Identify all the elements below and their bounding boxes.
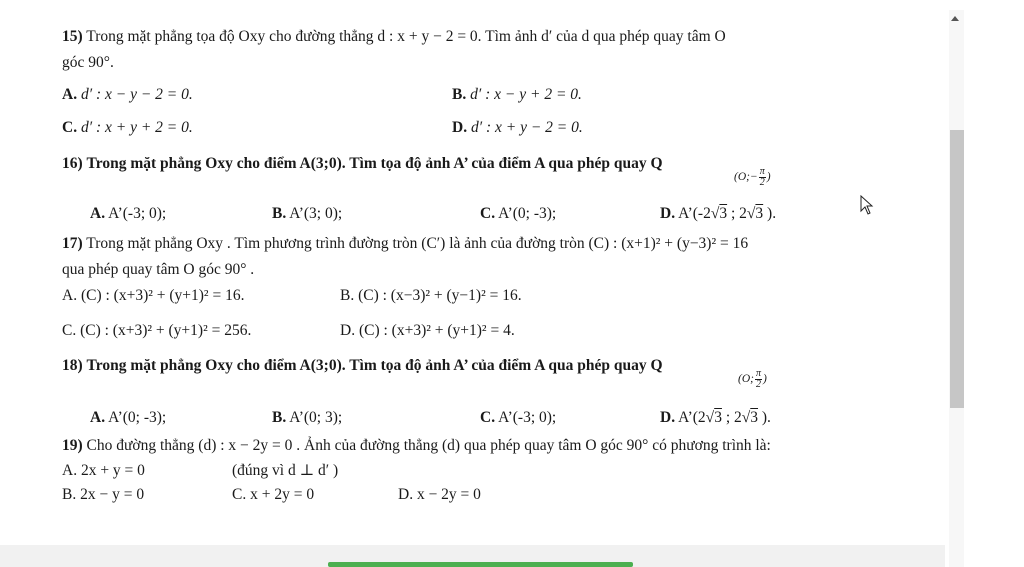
scrollbar-thumb[interactable] xyxy=(950,130,964,408)
q15-number: 15) xyxy=(62,28,83,45)
q17-option-c[interactable]: C. (C) : (x+3)² + (y+1)² = 256. xyxy=(62,322,252,339)
q18-number: 18) xyxy=(62,357,83,374)
q17-option-d[interactable]: D. (C) : (x+3)² + (y+1)² = 4. xyxy=(340,322,515,339)
q16-text: Trong mặt phẳng Oxy cho điểm A(3;0). Tìm tọa độ ảnh A’ của điểm A qua phép quay Q xyxy=(86,155,663,172)
sqrt-sign-icon: √ xyxy=(705,409,715,426)
q17-text: Trong mặt phẳng Oxy . Tìm phương trình đường tròn (C′) là ảnh của đường tròn (C) : (x+1)² + (y−3)² = 16 xyxy=(86,235,749,252)
q15-option-c[interactable]: C. d′ : x + y + 2 = 0. xyxy=(62,119,193,136)
q19-line1 xyxy=(62,436,771,456)
q16-option-d[interactable]: D. A’(-2√3 ; 2√3 ). xyxy=(660,205,777,222)
q19-option-c[interactable]: C. x + 2y = 0 xyxy=(232,486,315,503)
q17-option-b[interactable]: B. (C) : (x−3)² + (y−1)² = 16. xyxy=(340,287,522,304)
q15-line1 xyxy=(62,27,726,47)
q15-line2: góc 90°. xyxy=(62,54,114,71)
q15-option-d[interactable]: D. d′ : x + y − 2 = 0. xyxy=(452,119,583,136)
q17-line1 xyxy=(62,234,748,254)
mouse-pointer-icon xyxy=(860,195,874,215)
q19-option-d[interactable]: D. x − 2y = 0 xyxy=(398,486,481,503)
q16-option-c[interactable]: C. A’(0; -3); xyxy=(480,205,557,222)
q16-option-a[interactable]: A. A’(-3; 0); xyxy=(90,205,167,222)
q16-rotation-subscript: (O;− $\frac{\pi}{2}$ ) xyxy=(734,166,771,188)
action-bar[interactable] xyxy=(328,562,633,567)
q16-option-b[interactable]: B. A’(3; 0); xyxy=(272,205,343,222)
q16-pi-fraction: $\frac{\pi}{2}$ xyxy=(759,166,765,188)
q19-option-b[interactable]: B. 2x − y = 0 xyxy=(62,486,145,503)
q18-rotation-subscript: (O; $\frac{\pi}{2}$ ) xyxy=(738,368,767,390)
q19-text: Cho đường thẳng (d) : x − 2y = 0 . Ảnh của đường thẳng (d) qua phép quay tâm O góc 90° có phương trình là: xyxy=(86,437,771,454)
q18-option-a[interactable]: A. A’(0; -3); xyxy=(90,409,167,426)
q18-line1 xyxy=(62,356,663,376)
sqrt-sign-icon: √ xyxy=(746,205,756,222)
q19-answer-note: (đúng vì d ⊥ d′ ) xyxy=(232,462,339,479)
q17-number: 17) xyxy=(62,235,83,252)
q18-text: Trong mặt phẳng Oxy cho điểm A(3;0). Tìm tọa độ ảnh A’ của điểm A qua phép quay Q xyxy=(86,357,663,374)
q16-number: 16) xyxy=(62,155,83,172)
q16-line1 xyxy=(62,154,663,174)
q17-option-a[interactable]: A. (C) : (x+3)² + (y+1)² = 16. xyxy=(62,287,245,304)
q18-pi-fraction: $\frac{\pi}{2}$ xyxy=(755,368,761,390)
q15-option-b[interactable]: B. d′ : x − y + 2 = 0. xyxy=(452,86,582,103)
q17-line2: qua phép quay tâm O góc 90° . xyxy=(62,261,255,278)
q19-option-a[interactable]: A. 2x + y = 0 xyxy=(62,462,145,479)
q18-option-b[interactable]: B. A’(0; 3); xyxy=(272,409,343,426)
sqrt-sign-icon: √ xyxy=(710,205,720,222)
sqrt-sign-icon: √ xyxy=(741,409,751,426)
q18-option-d[interactable]: D. A’(2√3 ; 2√3 ). xyxy=(660,409,771,426)
q15-text: Trong mặt phẳng tọa độ Oxy cho đường thẳng d : x + y − 2 = 0. Tìm ảnh d′ của d qua phép quay tâm O xyxy=(86,28,726,45)
q19-number: 19) xyxy=(62,437,83,454)
q18-option-c[interactable]: C. A’(-3; 0); xyxy=(480,409,557,426)
scroll-up-icon[interactable] xyxy=(951,16,959,21)
q15-option-a[interactable]: A. d′ : x − y − 2 = 0. xyxy=(62,86,193,103)
